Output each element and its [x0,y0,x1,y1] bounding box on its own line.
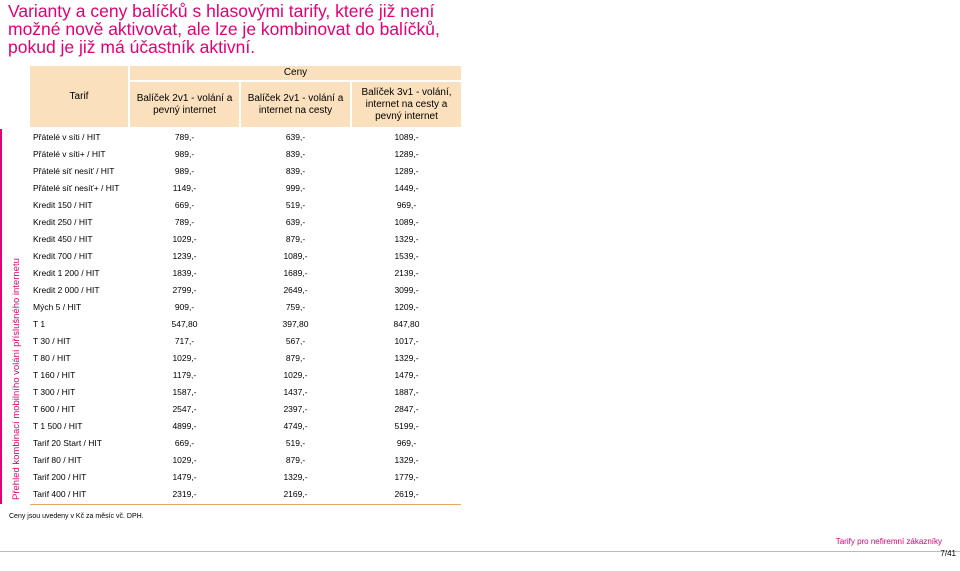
price-col2-cell: 639,- [285,217,306,227]
price-col3-cell: 969,- [396,200,417,210]
price-col2-cell: 1329,- [283,472,308,482]
tarif-name-cell: Tarif 20 Start / HIT [33,438,102,448]
price-col3-cell: 1329,- [394,455,419,465]
table-row [30,129,461,146]
price-col2-cell: 639,- [285,132,306,142]
price-col2-cell: 839,- [285,149,306,159]
price-col3-cell: 1289,- [394,149,419,159]
page-title: Varianty a ceny balíčků s hlasovými tarify, které již není možné nově aktivovat, ale lze je kombinovat do balíčků, pokud je již má účastník aktivní. [8,1,440,57]
price-col3-cell: 2619,- [394,489,419,499]
price-col3-cell: 5199,- [394,421,419,431]
tarif-name-cell: Kredit 250 / HIT [33,217,93,227]
price-col3-cell: 1449,- [394,183,419,193]
price-col3-cell: 1329,- [394,353,419,363]
tarif-name-cell: Kredit 2 000 / HIT [33,285,100,295]
price-col1-cell: 669,- [174,438,195,448]
price-col2-cell: 2169,- [283,489,308,499]
price-col3-cell: 1479,- [394,370,419,380]
tarif-name-cell: T 30 / HIT [33,336,71,346]
price-col3-cell: 2847,- [394,404,419,414]
table-row [30,265,461,282]
tarif-name-cell: Kredit 700 / HIT [33,251,93,261]
tarif-name-cell: Přátelé síť nesíť / HIT [33,166,115,176]
tarif-name-cell: Přátelé v síti+ / HIT [33,149,106,159]
tarif-name-cell: T 600 / HIT [33,404,76,414]
price-col2-cell: 1029,- [283,370,308,380]
price-col1-cell: 1839,- [172,268,197,278]
side-label: Přehled kombinací mobilního volání příslušného internetu [11,258,22,500]
price-col3-cell: 1089,- [394,132,419,142]
table-row [30,316,461,333]
tarif-name-cell: Tarif 400 / HIT [33,489,87,499]
price-col1-cell: 789,- [174,217,195,227]
price-col1-cell: 789,- [174,132,195,142]
price-col3-cell: 1289,- [394,166,419,176]
price-col2-cell: 879,- [285,234,306,244]
price-table [30,129,461,505]
price-col1-cell: 1029,- [172,234,197,244]
tarif-name-cell: T 1 500 / HIT [33,421,83,431]
page-number: 7/41 [940,549,956,558]
tarif-name-cell: Přátelé síť nesíť+ / HIT [33,183,120,193]
price-col2-cell: 519,- [285,200,306,210]
table-row [30,401,461,418]
price-col3-cell: 2139,- [394,268,419,278]
table-row [30,333,461,350]
table-row [30,367,461,384]
table-row [30,486,461,503]
tarif-name-cell: Kredit 150 / HIT [33,200,93,210]
table-row [30,282,461,299]
price-col2-cell: 567,- [285,336,306,346]
table-row [30,248,461,265]
footer-divider [0,551,960,552]
tarif-name-cell: Kredit 450 / HIT [33,234,93,244]
price-col1-cell: 1029,- [172,455,197,465]
tarif-name-cell: Tarif 200 / HIT [33,472,87,482]
price-col3-cell: 3099,- [394,285,419,295]
header-col2: Balíček 2v1 - volání a internet na cesty [241,82,350,127]
table-row [30,231,461,248]
tarif-name-cell: T 1 [33,319,46,329]
tarif-name-cell: T 160 / HIT [33,370,76,380]
price-col3-cell: 1017,- [394,336,419,346]
price-col2-cell: 1689,- [283,268,308,278]
price-col1-cell: 2547,- [172,404,197,414]
price-col1-cell: 669,- [174,200,195,210]
price-col2-cell: 999,- [285,183,306,193]
header-ceny: Ceny [130,66,461,80]
price-col1-cell: 1029,- [172,353,197,363]
price-col2-cell: 2397,- [283,404,308,414]
price-col1-cell: 2319,- [172,489,197,499]
table-row [30,435,461,452]
tarif-name-cell: T 300 / HIT [33,387,76,397]
footer-label: Tarify pro nefiremní zákazníky [835,537,942,546]
price-col1-cell: 1239,- [172,251,197,261]
table-row [30,469,461,486]
price-col2-cell: 1437,- [283,387,308,397]
price-col1-cell: 2799,- [172,285,197,295]
tarif-name-cell: Tarif 80 / HIT [33,455,82,465]
table-row [30,146,461,163]
price-col3-cell: 1089,- [394,217,419,227]
price-col2-cell: 879,- [285,353,306,363]
price-col3-cell: 1887,- [394,387,419,397]
price-col2-cell: 839,- [285,166,306,176]
price-col1-cell: 717,- [174,336,195,346]
price-col1-cell: 547,80 [171,319,198,329]
tarif-name-cell: Přátelé v síti / HIT [33,132,101,142]
tarif-name-cell: Kredit 1 200 / HIT [33,268,100,278]
footnote: Ceny jsou uvedeny v Kč za měsíc vč. DPH. [9,513,144,520]
price-col1-cell: 1587,- [172,387,197,397]
price-col2-cell: 397,80 [282,319,309,329]
header-tarif: Tarif [30,66,128,127]
price-col2-cell: 1089,- [283,251,308,261]
header-col3: Balíček 3v1 - volání, internet na cesty a pevný internet [352,82,461,127]
price-col3-cell: 969,- [396,438,417,448]
table-row [30,299,461,316]
price-col2-cell: 4749,- [283,421,308,431]
table-row [30,384,461,401]
price-col1-cell: 989,- [174,149,195,159]
price-col2-cell: 879,- [285,455,306,465]
price-col3-cell: 1539,- [394,251,419,261]
table-row [30,418,461,435]
price-col3-cell: 847,80 [393,319,420,329]
table-row [30,163,461,180]
price-col3-cell: 1779,- [394,472,419,482]
table-row [30,350,461,367]
table-row [30,197,461,214]
side-accent-bar [0,129,2,504]
price-col2-cell: 2649,- [283,285,308,295]
price-col1-cell: 909,- [174,302,195,312]
price-col1-cell: 989,- [174,166,195,176]
table-row [30,180,461,197]
price-col1-cell: 4899,- [172,421,197,431]
price-col2-cell: 519,- [285,438,306,448]
header-col1: Balíček 2v1 - volání a pevný internet [130,82,239,127]
price-col1-cell: 1479,- [172,472,197,482]
price-col3-cell: 1209,- [394,302,419,312]
price-col1-cell: 1149,- [172,183,197,193]
table-row [30,214,461,231]
tarif-name-cell: Mých 5 / HIT [33,302,82,312]
price-col1-cell: 1179,- [172,370,197,380]
price-col2-cell: 759,- [285,302,306,312]
price-col3-cell: 1329,- [394,234,419,244]
tarif-name-cell: T 80 / HIT [33,353,71,363]
table-row [30,452,461,469]
